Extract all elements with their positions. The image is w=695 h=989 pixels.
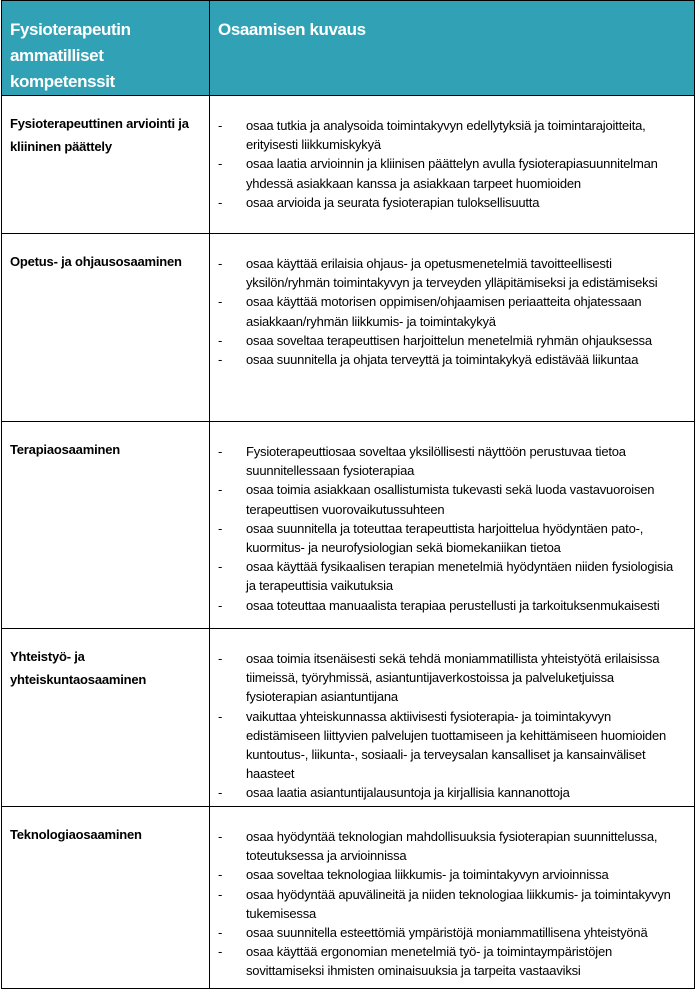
dash-bullet: - — [218, 559, 223, 575]
dash-bullet: - — [218, 925, 223, 941]
dash-bullet: - — [218, 352, 223, 368]
competency-label: Opetus- ja ohjausosaaminen — [2, 234, 210, 422]
table-row — [2, 96, 695, 234]
list-item: - osaa laatia arvioinnin ja kliinisen päättelyn avulla fysioterapiasuunnitelman yhdessä asiakkaan kanssa ja asiakkaan tarpeet huomioiden — [218, 156, 658, 191]
description-list — [218, 827, 686, 981]
table-row — [2, 807, 695, 989]
competency-description — [210, 629, 695, 807]
competency-description — [210, 807, 695, 989]
dash-bullet: - — [218, 444, 223, 459]
dash-bullet: - — [218, 829, 223, 844]
dash-bullet: - — [218, 867, 223, 883]
competency-description — [210, 234, 695, 422]
competency-label: Teknologiaosaaminen — [2, 807, 210, 989]
list-item: - osaa käyttää motorisen oppimisen/ohjaamisen periaatteita ohjatessaan asiakkaan/ryhmän liikkumis- ja toimintakykyä — [218, 294, 642, 329]
list-item: - osaa käyttää fysikaalisen terapian menetelmiä hyödyntäen niiden fysiologisia ja terapeuttisia vaikutuksia — [218, 559, 674, 594]
dash-bullet: - — [218, 332, 223, 348]
table-header-row — [2, 1, 695, 96]
list-item: - Fysioterapeuttiosaa soveltaa yksilöllisesti näyttöön perustuvaa tietoa suunnitellessaan fysioterapiaa — [218, 444, 626, 479]
competency-table — [1, 0, 695, 989]
competency-description — [210, 422, 695, 629]
dash-bullet: - — [218, 944, 223, 960]
dash-bullet: - — [218, 886, 223, 902]
list-item: - osaa laatia asiantuntijalausuntoja ja kirjallisia kannanottoja — [218, 783, 686, 802]
list-item: - osaa tutkia ja analysoida toimintakyvyn edellytyksiä ja toimintarajoitteita, erityisesti liikkumiskykyä — [218, 118, 646, 153]
list-item: - osaa toimia itsenäisesti sekä tehdä moniammatillista yhteistyötä erilaisissa tiimeissä, työryhmissä, asiantuntijaverkostoissa ja palveluketjuissa fysioterapian asiantuntijana — [218, 651, 660, 705]
dash-bullet: - — [218, 785, 223, 801]
dash-bullet: - — [218, 294, 223, 310]
competency-label: Yhteistyö- ja yhteiskuntaosaaminen — [2, 629, 210, 807]
dash-bullet: - — [218, 156, 223, 172]
dash-bullet: - — [218, 482, 223, 498]
header-competencies: Fysioterapeutin ammatilliset kompetenssit — [2, 1, 210, 96]
table-row — [2, 629, 695, 807]
list-item: - osaa käyttää ergonomian menetelmiä työ- ja toimintaympäristöjen sovittamiseksi ihmisten ominaisuuksia ja tarpeita vastaaviksi — [218, 944, 613, 979]
dash-bullet: - — [218, 118, 223, 133]
dash-bullet: - — [218, 708, 223, 724]
dash-bullet: - — [218, 256, 223, 271]
competency-label: Fysioterapeuttinen arviointi ja kliininen päättely — [2, 96, 210, 234]
description-list — [218, 442, 686, 615]
description-list — [218, 116, 686, 212]
table-row — [2, 234, 695, 422]
dash-bullet: - — [218, 194, 223, 210]
dash-bullet: - — [218, 597, 223, 613]
competency-label: Terapiaosaaminen — [2, 422, 210, 629]
dash-bullet: - — [218, 520, 223, 536]
list-item: - vaikuttaa yhteiskunnassa aktiivisesti fysioterapia- ja toimintakyvyn edistämiseen liittyvien palvelujen tuottamiseen ja kehittämiseen huomioiden kuntoutus-, liikunta-, sosiaali- ja terveysalan kansalliset ja kansainväliset haasteet — [218, 708, 667, 782]
header-description: Osaamisen kuvaus — [210, 1, 695, 96]
list-item: - osaa toteuttaa manuaalista terapiaa perustellusti ja tarkoituksenmukaisesti — [218, 596, 686, 615]
list-item: - osaa soveltaa teknologiaa liikkumis- ja toimintakyvyn arvioinnissa — [218, 865, 686, 884]
list-item: - osaa suunnitella esteettömiä ympäristöjä moniammatillisena yhteistyönä — [218, 923, 686, 942]
list-item: - osaa suunnitella ja ohjata terveyttä ja toimintakykyä edistävää liikuntaa — [218, 350, 686, 369]
list-item: - osaa toimia asiakkaan osallistumista tukevasti sekä luoda vastavuoroisen terapeuttisen vuorovaikutussuhteen — [218, 482, 655, 517]
table-row — [2, 422, 695, 629]
list-item: - osaa suunnitella ja toteuttaa terapeuttista harjoittelua hyödyntäen pato-, kuormitus- ja neurofysiologian sekä biomekaniikan tietoa — [218, 520, 644, 556]
list-item: - osaa hyödyntää teknologian mahdollisuuksia fysioterapian suunnittelussa, toteutuksessa ja arvioinnissa — [218, 829, 658, 864]
list-item: - osaa hyödyntää apuvälineitä ja niiden teknologiaa liikkumis- ja toimintakyvyn tukemisessa — [218, 886, 671, 921]
description-list — [218, 649, 686, 803]
competency-description — [210, 96, 695, 234]
list-item: - osaa soveltaa terapeuttisen harjoittelun menetelmiä ryhmän ohjauksessa — [218, 331, 686, 350]
dash-bullet: - — [218, 651, 223, 666]
description-list — [218, 254, 686, 369]
list-item: - osaa arvioida ja seurata fysioterapian tuloksellisuutta — [218, 193, 686, 212]
list-item: - osaa käyttää erilaisia ohjaus- ja opetusmenetelmiä tavoitteellisesti yksilön/ryhmän toimintakyvyn ja terveyden ylläpitämiseksi ja edistämiseksi — [218, 256, 658, 291]
